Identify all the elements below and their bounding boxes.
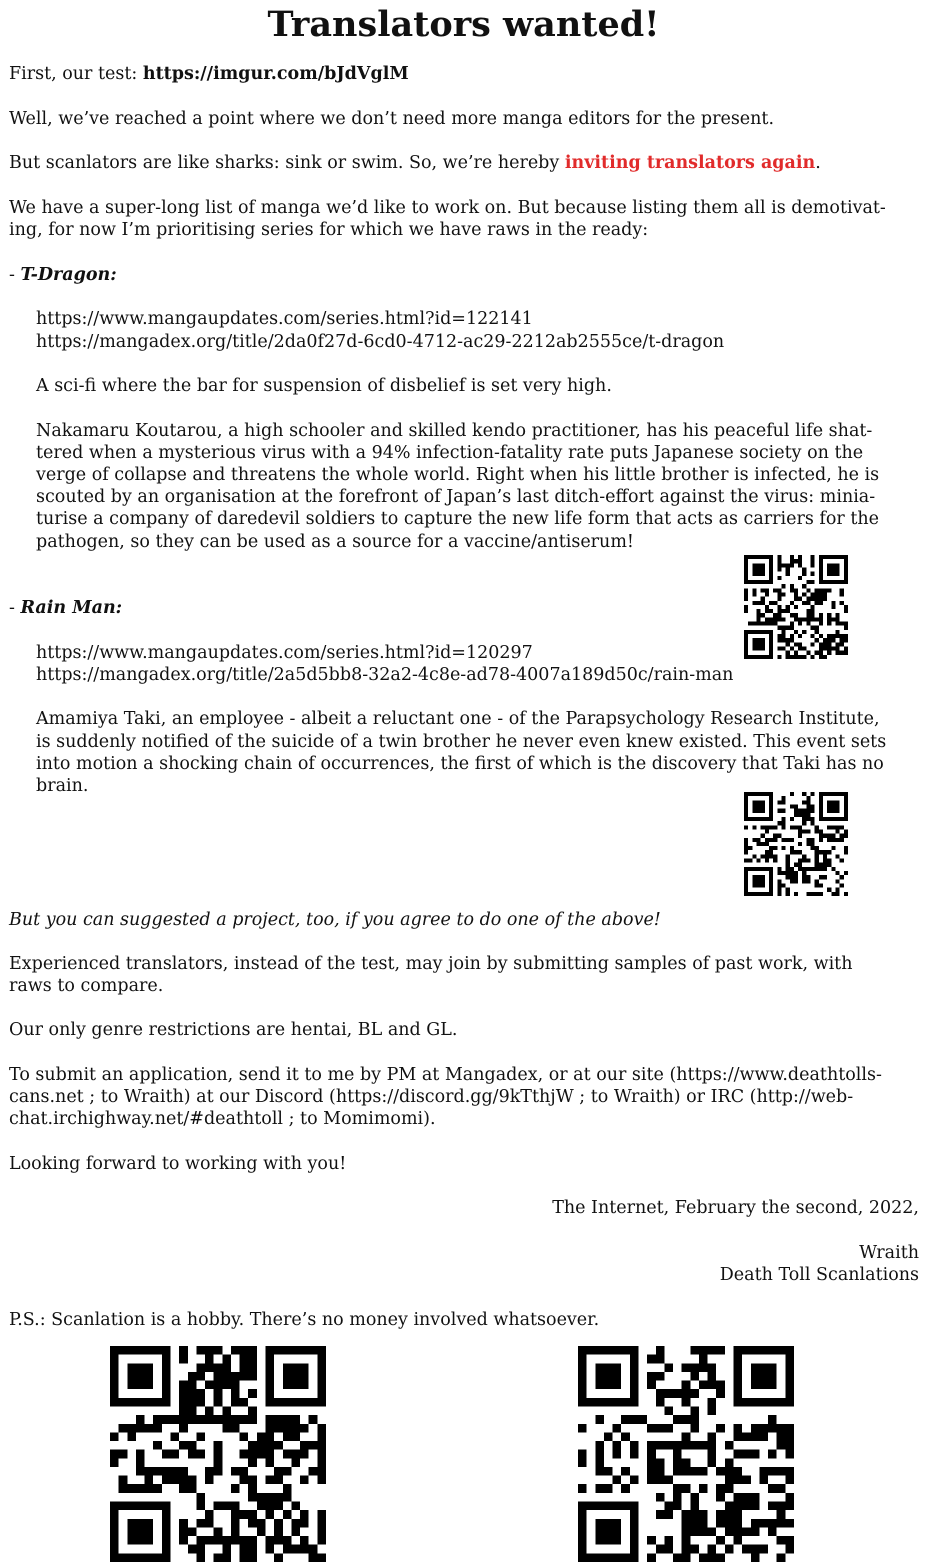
synopsis-line: tered when a mysterious virus with a 94% infection-fatality rate puts Japanese society on the <box>36 443 864 463</box>
invitation-text: But scanlators are like sharks: sink or swim. So, we’re hereby <box>9 153 565 173</box>
signature-name: Wraith <box>859 1243 919 1263</box>
qr-modules <box>110 1346 326 1562</box>
submit-line-2: cans.net ; to Wraith) at our Discord (https://discord.gg/9kTthjW ; to Wraith) or IRC (http://web- <box>9 1087 854 1107</box>
list-intro-line-1: We have a super-long list of manga we’d like to work on. But because listing them all is demotivat- <box>9 198 886 218</box>
series-name: Rain Man: <box>20 598 123 618</box>
synopsis-line: is suddenly notified of the suicide of a twin brother he never even knew existed. This event sets <box>36 732 887 752</box>
series-link[interactable]: https://www.mangaupdates.com/series.html?id=120297 <box>36 643 533 663</box>
test-line <box>9 63 919 86</box>
invitation-highlight: inviting translators again <box>564 153 816 173</box>
signature-group: Death Toll Scanlations <box>719 1265 919 1285</box>
series-tagline: A sci-fi where the bar for suspension of disbelief is set very high. <box>36 376 612 396</box>
genre-restrictions: Our only genre restrictions are hentai, BL and GL. <box>9 1020 458 1040</box>
synopsis-line: turise a company of daredevil soldiers to capture the new life form that acts as carriers for the <box>36 509 879 529</box>
suggest-paragraph: But you can suggested a project, too, if you agree to do one of the above! <box>9 910 661 930</box>
synopsis-line: verge of collapse and threatens the whole world. Right when his little brother is infected, he is <box>36 465 880 485</box>
invitation-end: . <box>815 153 821 173</box>
invitation-paragraph <box>9 152 919 175</box>
qr-code-left[interactable] <box>110 1346 326 1562</box>
page-title: Translators wanted! <box>267 4 660 45</box>
list-intro-line-2: ing, for now I’m prioritising series for which we have raws in the ready: <box>9 220 649 240</box>
synopsis-line: into motion a shocking chain of occurrences, the first of which is the discovery that Taki has no <box>36 754 884 774</box>
qr-modules <box>578 1346 794 1562</box>
series-link[interactable]: https://mangadex.org/title/2a5d5bb8-32a2-4c8e-ad78-4007a189d50c/rain-man <box>36 665 734 685</box>
synopsis-line: scouted by an organisation at the forefront of Japan’s last ditch-effort against the virus: minia- <box>36 487 876 507</box>
series-heading-rain-man: - Rain Man: <box>9 598 123 618</box>
ps-note: P.S.: Scanlation is a hobby. There’s no money involved whatsoever. <box>9 1310 600 1330</box>
closing-line: Looking forward to working with you! <box>9 1154 347 1174</box>
submit-line-1: To submit an application, send it to me by PM at Mangadex, or at our site (https://www.deathtolls- <box>9 1065 882 1085</box>
series-name: T-Dragon: <box>20 265 117 285</box>
submit-line-3: chat.irchighway.net/#deathtoll ; to Momimomi). <box>9 1109 436 1129</box>
qr-modules <box>744 792 848 896</box>
test-link[interactable]: https://imgur.com/bJdVglM <box>142 64 409 84</box>
synopsis-line: pathogen, so they can be used as a source for a vaccine/antiserum! <box>36 532 634 552</box>
series-heading-t-dragon: - T-Dragon: <box>9 265 117 285</box>
experienced-line-2: raws to compare. <box>9 976 164 996</box>
dateline: The Internet, February the second, 2022, <box>552 1198 919 1218</box>
qr-code-right[interactable] <box>578 1346 794 1562</box>
test-label: First, our test: <box>9 64 143 84</box>
series-link[interactable]: https://mangadex.org/title/2da0f27d-6cd0-4712-ac29-2212ab2555ce/t-dragon <box>36 332 725 352</box>
qr-code-rain-man[interactable] <box>744 792 848 896</box>
intro-paragraph: Well, we’ve reached a point where we don’t need more manga editors for the present. <box>9 109 775 129</box>
synopsis-line: Nakamaru Koutarou, a high schooler and skilled kendo practitioner, has his peaceful life shat- <box>36 421 873 441</box>
series-link[interactable]: https://www.mangaupdates.com/series.html?id=122141 <box>36 309 533 329</box>
synopsis-line: brain. <box>36 776 89 796</box>
synopsis-line: Amamiya Taki, an employee - albeit a reluctant one - of the Parapsychology Research Institute, <box>36 709 880 729</box>
experienced-line-1: Experienced translators, instead of the test, may join by submitting samples of past work, with <box>9 954 853 974</box>
